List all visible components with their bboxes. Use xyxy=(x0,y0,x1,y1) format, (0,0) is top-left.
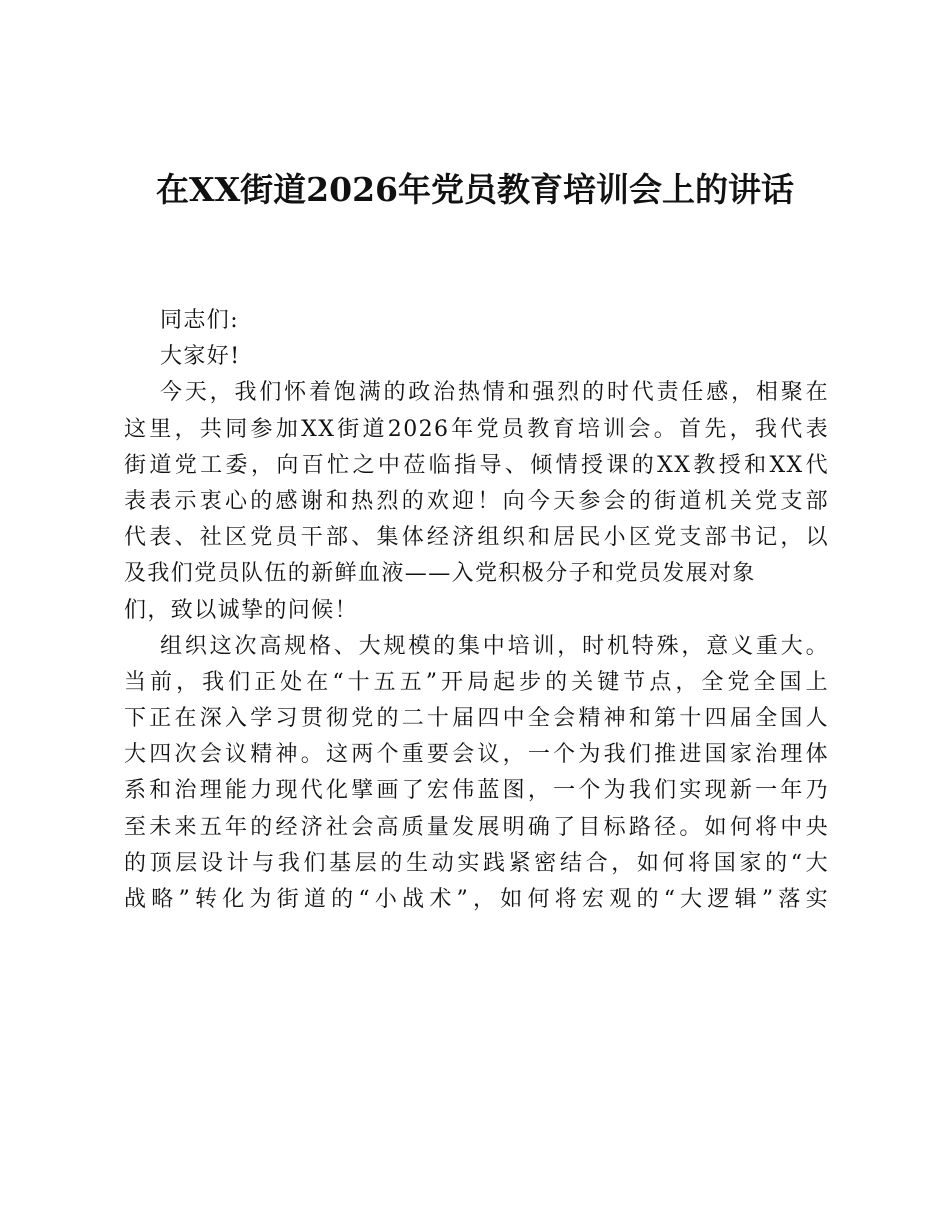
paragraph-line: 这里，共同参加XX街道2026年党员教育培训会。首先，我代表 xyxy=(124,416,829,442)
paragraph-line: 街道党工委，向百忙之中莅临指导、倾情授课的XX教授和XX代 xyxy=(124,452,829,478)
paragraph-line: 至未来五年的经济社会高质量发展明确了目标路径。如何将中央 xyxy=(124,814,829,840)
salutation-line: 同志们: xyxy=(160,308,240,333)
paragraph-line: 系和治理能力现代化擘画了宏伟蓝图，一个为我们实现新一年乃 xyxy=(124,778,829,804)
paragraph-line: 代表、社区党员干部、集体经济组织和居民小区党支部书记，以 xyxy=(124,525,829,551)
greeting-line: 大家好! xyxy=(160,344,241,370)
paragraph-line: 及我们党员队伍的新鲜血液——入党积极分子和党员发展对象 xyxy=(124,561,756,587)
paragraph-line: 下正在深入学习贯彻党的二十届四中全会精神和第十四届全国人 xyxy=(124,706,829,732)
paragraph-line: 的顶层设计与我们基层的生动实践紧密结合，如何将国家的“大 xyxy=(124,850,829,876)
paragraph-line: 们，致以诚挚的问候！ xyxy=(124,597,359,623)
paragraph-line: 今天，我们怀着饱满的政治热情和强烈的时代责任感，相聚在 xyxy=(160,380,829,406)
speech-body xyxy=(124,303,829,918)
paragraph-line: 大四次会议精神。这两个重要会议，一个为我们推进国家治理体 xyxy=(124,742,829,768)
document-title: 在XX街道2026年党员教育培训会上的讲话 xyxy=(155,170,795,209)
paragraph-line: 表表示衷心的感谢和热烈的欢迎！向今天参会的街道机关党支部 xyxy=(124,488,829,514)
paragraph-line: 组织这次高规格、大规模的集中培训，时机特殊，意义重大。 xyxy=(160,633,829,659)
paragraph-line: 战略”转化为街道的“小战术”，如何将宏观的“大逻辑”落实 xyxy=(124,887,829,912)
paragraph-line: 当前，我们正处在“十五五”开局起步的关键节点，全党全国上 xyxy=(124,669,829,695)
